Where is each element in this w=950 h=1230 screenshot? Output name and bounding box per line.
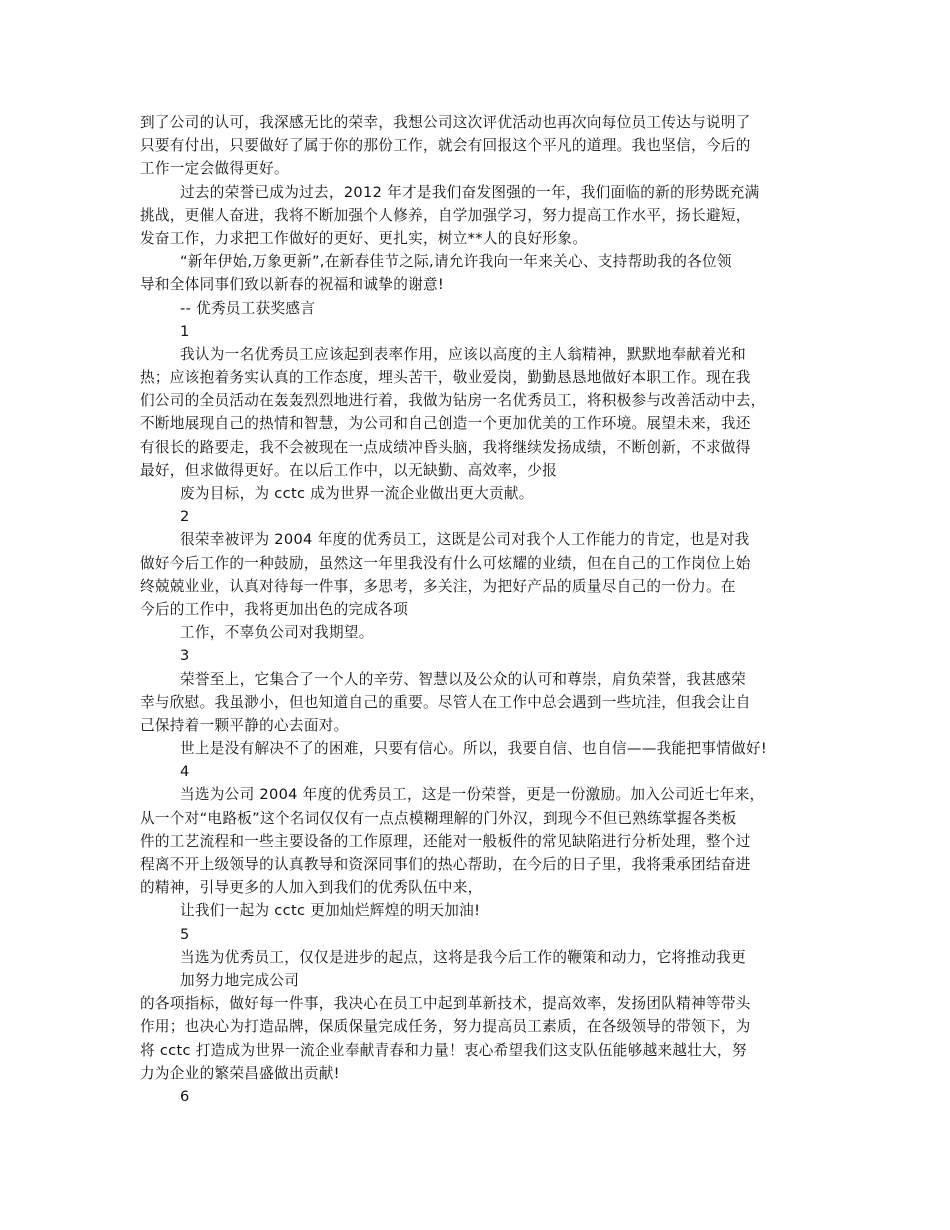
text-line: 到了公司的认可，我深感无比的荣幸，我想公司这次评优活动也再次向每位员工传达与说明了: [140, 114, 751, 131]
document-body: [140, 111, 820, 1108]
text-line: 的精神，引导更多的人加入到我们的优秀队伍中来，: [140, 879, 483, 897]
text-line: 3: [180, 647, 190, 665]
text-line: 2: [180, 508, 190, 526]
text-line: 加努力地完成公司: [180, 971, 300, 989]
text-line: 导和全体同事们致以新春的祝福和诚挚的谢意!: [140, 276, 445, 294]
text-line: 发奋工作，力求把工作做好的更好、更扎实，树立**人的良好形象。: [140, 229, 588, 247]
text-line: 热；应该抱着务实认真的工作态度，埋头苦干，敬业爱岗，勤勤恳恳地做好本职工作。现在我: [140, 369, 751, 387]
text-line: 6: [180, 1087, 190, 1105]
text-line: 1: [180, 322, 190, 340]
text-line: 今后的工作中，我将更加出色的完成各项: [140, 600, 409, 618]
text-line: 荣誉至上，它集合了一个人的辛劳、智慧以及公众的认可和尊崇，肩负荣誉，我甚感荣: [180, 670, 746, 688]
text-line: 我认为一名优秀员工应该起到表率作用，应该以高度的主人翁精神，默默地奉献着光和: [180, 345, 746, 363]
text-line: 4: [180, 763, 190, 781]
text-line: 工作一定会做得更好。: [140, 160, 289, 178]
text-line: “新年伊始,万象更新”,在新春佳节之际,请允许我向一年来关心、支持帮助我的各位领: [180, 253, 732, 271]
text-line: 力为企业的繁荣昌盛做出贡献!: [140, 1064, 340, 1082]
text-line: 废为目标，为 cctc 成为世界一流企业做出更大贡献。: [180, 485, 534, 502]
text-line: 终兢兢业业，认真对待每一件事，多思考，多关注，为把好产品的质量尽自己的一份力。在: [140, 577, 736, 595]
text-line: 当选为优秀员工，仅仅是进步的起点，这将是我今后工作的鞭策和动力，它将推动我更: [180, 948, 746, 966]
text-line: 很荣幸被评为 2004 年度的优秀员工，这既是公司对我个人工作能力的肯定，也是对我: [180, 531, 750, 549]
text-line: -- 优秀员工获奖感言: [180, 299, 316, 317]
text-line: 过去的荣誉已成为过去，2012 年才是我们奋发图强的一年，我们面临的新的形势既充满: [180, 183, 760, 201]
text-line: 做好今后工作的一种鼓励，虽然这一年里我没有什么可炫耀的业绩，但在自己的工作岗位上始: [140, 554, 751, 572]
text-line: 作用；也决心为打造品牌，保质保量完成任务，努力提高员工素质，在各级领导的带领下，为: [140, 1018, 751, 1036]
text-line: 挑战，更催人奋进，我将不断加强个人修养，自学加强学习，努力提高工作水平，扬长避短，: [140, 206, 751, 224]
text-line: 件的工艺流程和一些主要设备的工作原理，还能对一般板件的常见缺陷进行分析处理，整个过: [140, 832, 751, 850]
text-line: 当选为公司 2004 年度的优秀员工，这是一份荣誉，更是一份激励。加入公司近七年来，: [180, 786, 765, 804]
text-line: 世上是没有解决不了的困难，只要有信心。所以，我要自信、也自信——我能把事情做好!: [180, 740, 768, 758]
text-line: 从一个对“电路板”这个名词仅仅有一点点模糊理解的门外汉，到现今不但已熟练掌握各类板: [140, 809, 737, 827]
text-line: 不断地展现自己的热情和智慧，为公司和自己创造一个更加优美的工作环境。展望未来，我还: [140, 415, 751, 433]
text-line: 程离不开上级领导的认真教导和资深同事们的热心帮助，在今后的日子里，我将秉承团结奋进: [140, 856, 751, 873]
text-line: 5: [180, 925, 190, 943]
text-line: 己保持着一颗平静的心去面对。: [140, 716, 349, 734]
text-line: 有很长的路要走，我不会被现在一点成绩冲昏头脑，我将继续发扬成绩，不断创新，不求做得: [140, 438, 751, 456]
text-line: 幸与欣慰。我虽渺小，但也知道自己的重要。尽管人在工作中总会遇到一些坑洼，但我会让自: [140, 693, 751, 711]
text-line: 工作，不辜负公司对我期望。: [180, 624, 374, 642]
text-line: 让我们一起为 cctc 更加灿烂辉煌的明天加油!: [180, 902, 481, 920]
text-line: 的各项指标，做好每一件事，我决心在员工中起到革新技术，提高效率，发扬团队精神等带头: [140, 995, 751, 1013]
text-line: 最好，但求做得更好。在以后工作中，以无缺勤、高效率，少报: [140, 461, 558, 479]
text-line: 只要有付出，只要做好了属于你的那份工作，就会有回报这个平凡的道理。我也坚信，今后的: [140, 137, 751, 155]
text-line: 们公司的全员活动在轰轰烈烈地进行着，我做为钻房一名优秀员工，将积极参与改善活动中去，: [140, 392, 766, 410]
text-line: 将 cctc 打造成为世界一流企业奉献青春和力量！衷心希望我们这支队伍能够越来越壮大，努: [140, 1041, 747, 1059]
